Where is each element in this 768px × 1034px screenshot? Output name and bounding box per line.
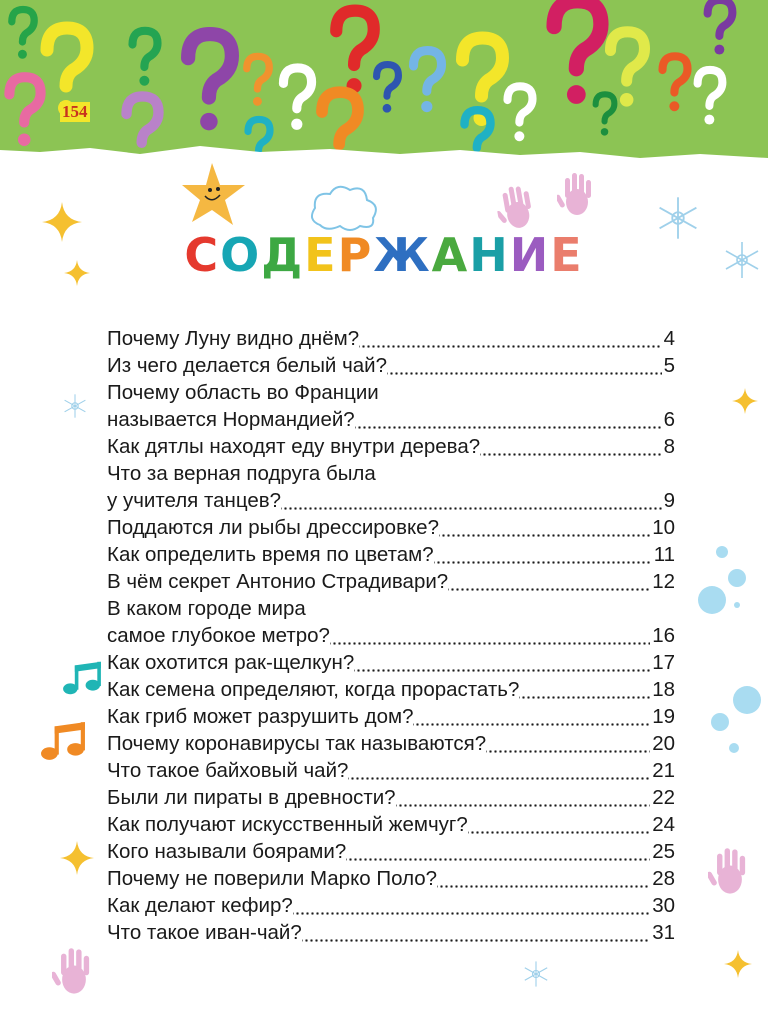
toc-entry-page: 5: [663, 354, 675, 377]
toc-entry[interactable]: [107, 865, 675, 892]
toc-entry-title: Из чего делается белый чай?: [107, 354, 388, 377]
toc-entry-title: Как охотится рак-щелкун?: [107, 651, 355, 674]
toc-entry-title: В каком городе мира: [107, 597, 306, 620]
dot-leader: [434, 541, 652, 568]
table-of-contents: [107, 325, 675, 946]
toc-entry-title: называется Нормандией?: [107, 408, 355, 431]
dot-leader: [359, 325, 661, 352]
toc-entry-title: Почему коронавирусы так называются?: [107, 732, 487, 755]
toc-entry[interactable]: [107, 649, 675, 676]
toc-entry[interactable]: [107, 352, 675, 379]
title-letter: Р: [337, 228, 374, 282]
toc-entry[interactable]: [107, 541, 675, 568]
music-note-icon: [62, 660, 102, 696]
handprint-icon: [708, 845, 752, 899]
dot-leader: [396, 784, 651, 811]
title-letter: О: [220, 228, 262, 282]
handprint-icon: [557, 170, 597, 220]
music-note-icon: [40, 720, 86, 762]
toc-entry-title: Кого называли боярами?: [107, 840, 347, 863]
toc-entry-title: Как дятлы находят еду внутри дерева?: [107, 435, 481, 458]
toc-entry-page: 12: [652, 570, 675, 593]
bubbles-icon: [692, 540, 762, 760]
toc-entry-page: 9: [663, 489, 675, 512]
sparkle-icon: [732, 384, 758, 418]
title-letter: Н: [469, 228, 510, 282]
toc-entry-page: 4: [663, 327, 675, 350]
toc-entry-title: Как гриб может разрушить дом?: [107, 705, 414, 728]
toc-entry-title: Почему Луну видно днём?: [107, 327, 360, 350]
toc-entry-title: Что такое байховый чай?: [107, 759, 349, 782]
toc-entry[interactable]: [107, 919, 675, 946]
toc-entry-page: 6: [663, 408, 675, 431]
toc-entry[interactable]: [107, 379, 675, 433]
toc-entry-page: 19: [652, 705, 675, 728]
title-letter: И: [509, 228, 551, 282]
toc-entry-title: Почему область во Франции: [107, 381, 379, 404]
toc-entry-page: 11: [653, 543, 675, 566]
toc-entry-page: 17: [652, 651, 675, 674]
dot-leader: [448, 568, 650, 595]
toc-entry-title: В чём секрет Антонио Страдивари?: [107, 570, 449, 593]
title-letter: А: [431, 228, 470, 282]
sparkle-icon: [724, 946, 752, 982]
dot-leader: [468, 811, 650, 838]
toc-entry-page: 22: [652, 786, 675, 809]
page-number: 154: [62, 102, 88, 121]
dot-leader: [439, 514, 650, 541]
toc-entry-title: Что такое иван-чай?: [107, 921, 302, 944]
dot-leader: [355, 406, 662, 433]
toc-entry[interactable]: [107, 676, 675, 703]
toc-entry-title: Что за верная подруга была: [107, 462, 376, 485]
toc-entry-title: Как определить время по цветам?: [107, 543, 434, 566]
dot-leader: [346, 838, 650, 865]
toc-entry-title: Как получают искусственный жемчуг?: [107, 813, 468, 836]
toc-entry-page: 20: [652, 732, 675, 755]
toc-entry[interactable]: [107, 703, 675, 730]
toc-entry[interactable]: [107, 784, 675, 811]
sparkle-icon: [60, 835, 94, 881]
toc-entry-page: 24: [652, 813, 675, 836]
header-banner: [0, 0, 768, 160]
toc-entry-page: 21: [652, 759, 675, 782]
toc-entry-title: Были ли пираты в древности?: [107, 786, 396, 809]
dot-leader: [281, 487, 662, 514]
toc-entry[interactable]: [107, 325, 675, 352]
toc-entry-page: 10: [652, 516, 675, 539]
toc-entry-page: 18: [652, 678, 675, 701]
toc-entry-page: 30: [652, 894, 675, 917]
title-letter: Е: [304, 228, 338, 282]
toc-entry-title: Почему не поверили Марко Поло?: [107, 867, 438, 890]
snowflake-icon: [62, 393, 88, 419]
toc-entry[interactable]: [107, 460, 675, 514]
dot-leader: [480, 433, 661, 460]
toc-entry-title: Поддаются ли рыбы дрессировке?: [107, 516, 439, 539]
toc-entry[interactable]: [107, 514, 675, 541]
dot-leader: [437, 865, 650, 892]
handprint-icon: [52, 945, 96, 999]
page-title: [0, 228, 768, 282]
question-marks-pattern: [0, 0, 768, 160]
torn-paper-edge: [0, 140, 768, 180]
toc-entry-page: 25: [652, 840, 675, 863]
toc-entry[interactable]: [107, 892, 675, 919]
smiling-star-icon: [180, 160, 250, 230]
dot-leader: [486, 730, 650, 757]
dot-leader: [302, 919, 650, 946]
toc-entry[interactable]: [107, 838, 675, 865]
toc-entry-title: Как семена определяют, когда прорастать?: [107, 678, 520, 701]
toc-entry[interactable]: [107, 433, 675, 460]
dot-leader: [293, 892, 650, 919]
toc-entry[interactable]: [107, 568, 675, 595]
dot-leader: [330, 622, 650, 649]
toc-entry-title: самое глубокое метро?: [107, 624, 330, 647]
toc-entry-page: 31: [652, 921, 675, 944]
toc-entry[interactable]: [107, 811, 675, 838]
title-letter: С: [184, 228, 221, 282]
dot-leader: [354, 649, 650, 676]
toc-entry-page: 8: [663, 435, 675, 458]
toc-entry-title: у учителя танцев?: [107, 489, 282, 512]
toc-entry-page: 16: [652, 624, 675, 647]
title-letter: Д: [261, 228, 305, 282]
cloud-icon: [305, 180, 385, 235]
snowflake-icon: [522, 960, 550, 988]
toc-entry[interactable]: [107, 595, 675, 649]
toc-entry-page: 28: [652, 867, 675, 890]
dot-leader: [413, 703, 650, 730]
dot-leader: [387, 352, 662, 379]
title-letter: Ж: [373, 228, 432, 282]
dot-leader: [519, 676, 650, 703]
toc-entry[interactable]: [107, 730, 675, 757]
toc-entry[interactable]: [107, 757, 675, 784]
toc-entry-title: Как делают кефир?: [107, 894, 293, 917]
title-letter: Е: [550, 228, 584, 282]
dot-leader: [348, 757, 650, 784]
